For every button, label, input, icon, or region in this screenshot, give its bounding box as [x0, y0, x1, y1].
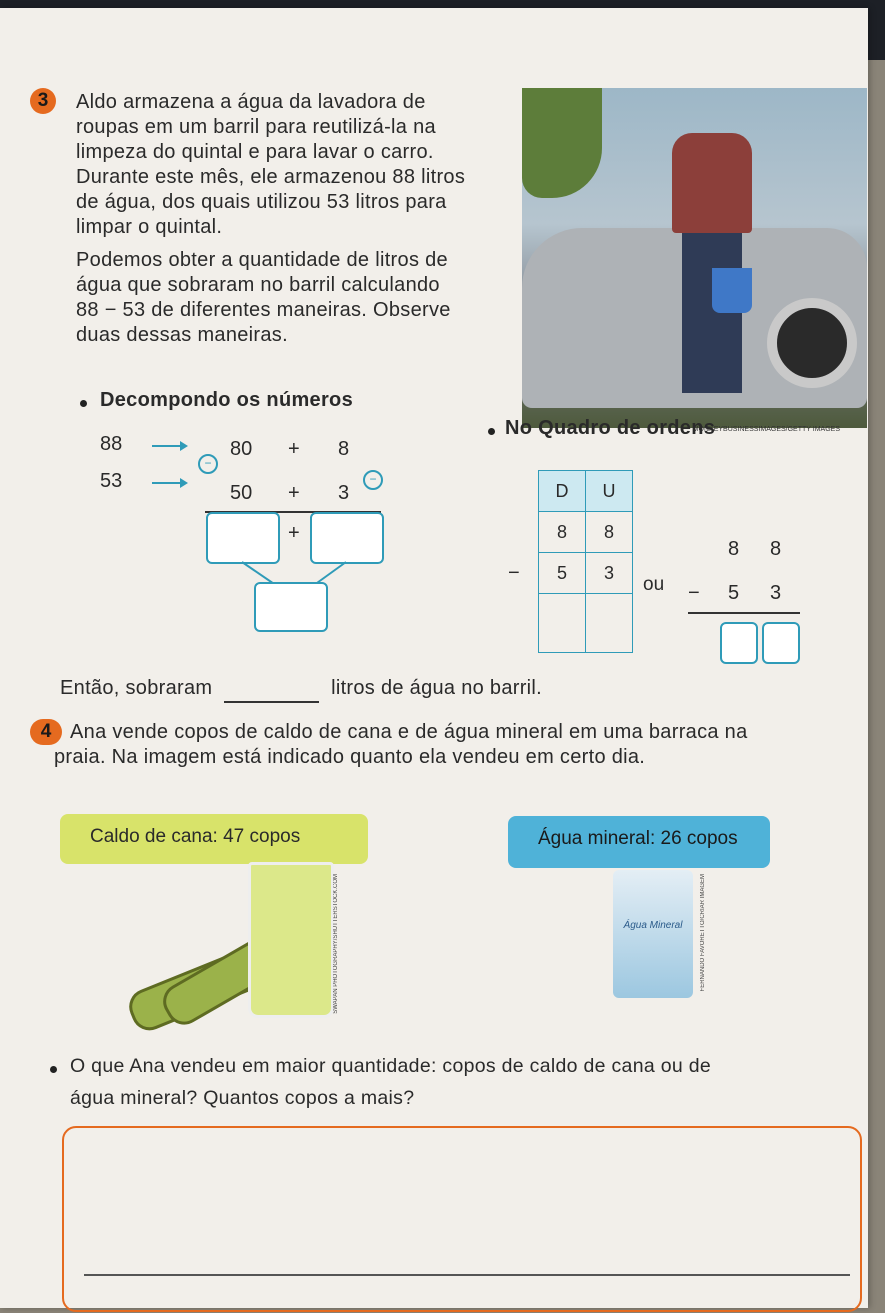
answer-area[interactable] [62, 1126, 862, 1312]
q4-line: Ana vende copos de caldo de cana e de água mineral em uma barraca na [70, 721, 748, 743]
car-wheel [767, 298, 857, 388]
question-3-number: 3 [30, 88, 56, 114]
answer-box-d[interactable] [720, 622, 758, 664]
person [672, 133, 752, 233]
minus-sign: − [688, 582, 700, 604]
label-cane-text: Caldo de cana: 47 copos [90, 826, 301, 847]
q3-line: duas dessas maneiras. [76, 324, 288, 346]
q3-line: limpar o quintal. [76, 216, 223, 238]
q3-line: 88 − 53 de diferentes maneiras. Observe [76, 299, 451, 321]
digit: 8 [728, 538, 740, 560]
method-1-title: Decompondo os números [100, 389, 353, 411]
number-53: 53 [100, 470, 123, 492]
glass-image [248, 862, 334, 1018]
q4-line: praia. Na imagem está indicado quanto ela vendeu em certo dia. [54, 746, 646, 768]
bullet [488, 428, 495, 435]
question-3-text [76, 90, 521, 348]
answer-cell-d[interactable] [539, 594, 586, 653]
cell: 8 [586, 512, 633, 553]
water-cup-image [613, 870, 693, 998]
tree [522, 88, 602, 198]
answer-line [84, 1274, 850, 1276]
answer-blank[interactable] [224, 676, 319, 703]
answer-box-tens[interactable] [206, 512, 280, 564]
value-80: 80 [230, 438, 253, 460]
answer-box-total[interactable] [254, 582, 328, 632]
photo-credit: MONKEYBUSINESSIMAGES/GETTY IMAGES [692, 426, 840, 433]
digit: 8 [770, 538, 782, 560]
q4-question-line: O que Ana vendeu em maior quantidade: copos de caldo de cana ou de [70, 1055, 711, 1077]
bucket [712, 268, 752, 313]
plus-sign: + [288, 482, 300, 504]
q3-line: limpeza do quintal e para lavar o carro. [76, 141, 434, 163]
value-8: 8 [338, 438, 350, 460]
sum-line [688, 612, 800, 614]
conclusion-start: Então, sobraram [60, 677, 213, 699]
number-88: 88 [100, 433, 123, 455]
q3-line: Durante este mês, ele armazenou 88 litros [76, 166, 466, 188]
credit-water: FERNANDO FAVORETTO/CRIAR IMAGEM [700, 874, 706, 992]
minus-circle-icon: − [198, 454, 218, 474]
bullet [80, 400, 87, 407]
cell: 5 [539, 553, 586, 594]
cell: 8 [539, 512, 586, 553]
credit-cane: SWAPAN PHOTOGRAPHY/SHUTTERSTOCK.COM [333, 874, 339, 1014]
answer-box-u[interactable] [762, 622, 800, 664]
arrow-icon [152, 482, 186, 484]
person-legs [682, 233, 742, 393]
question-4-prompt [70, 1054, 850, 1111]
photo-man-washing-car [522, 88, 867, 428]
digit: 5 [728, 582, 740, 604]
plus-sign: + [288, 438, 300, 460]
q3-line: água que sobraram no barril calculando [76, 274, 440, 296]
question-4-number: 4 [30, 719, 62, 745]
plus-sign: + [288, 522, 300, 544]
place-value-table [538, 470, 633, 653]
digit: 3 [770, 582, 782, 604]
header-d: D [539, 471, 586, 512]
answer-cell-u[interactable] [586, 594, 633, 653]
q3-line: Podemos obter a quantidade de litros de [76, 249, 448, 271]
label-cane [60, 814, 368, 864]
minus-circle-icon: − [363, 470, 383, 490]
conclusion-end: litros de água no barril. [331, 677, 543, 699]
minus-sign: − [508, 562, 520, 584]
header-u: U [586, 471, 633, 512]
textbook-page [0, 8, 868, 1308]
conclusion [60, 676, 542, 703]
bullet [50, 1066, 57, 1073]
value-3: 3 [338, 482, 350, 504]
value-50: 50 [230, 482, 253, 504]
arrow-icon [152, 445, 186, 447]
question-4-text [54, 720, 850, 770]
method-2-title: No Quadro de ordens [505, 417, 716, 439]
label-water-text: Água mineral: 26 copos [538, 828, 738, 849]
cup-text: Água Mineral [623, 920, 683, 931]
q3-line: de água, dos quais utilizou 53 litros para [76, 191, 447, 213]
cell: 3 [586, 553, 633, 594]
ou-text: ou [643, 574, 665, 595]
q4-question-line: água mineral? Quantos copos a mais? [70, 1087, 415, 1109]
q3-line: Aldo armazena a água da lavadora de [76, 91, 426, 113]
q3-line: roupas em um barril para reutilizá-la na [76, 116, 436, 138]
answer-box-units[interactable] [310, 512, 384, 564]
label-water [508, 816, 770, 868]
